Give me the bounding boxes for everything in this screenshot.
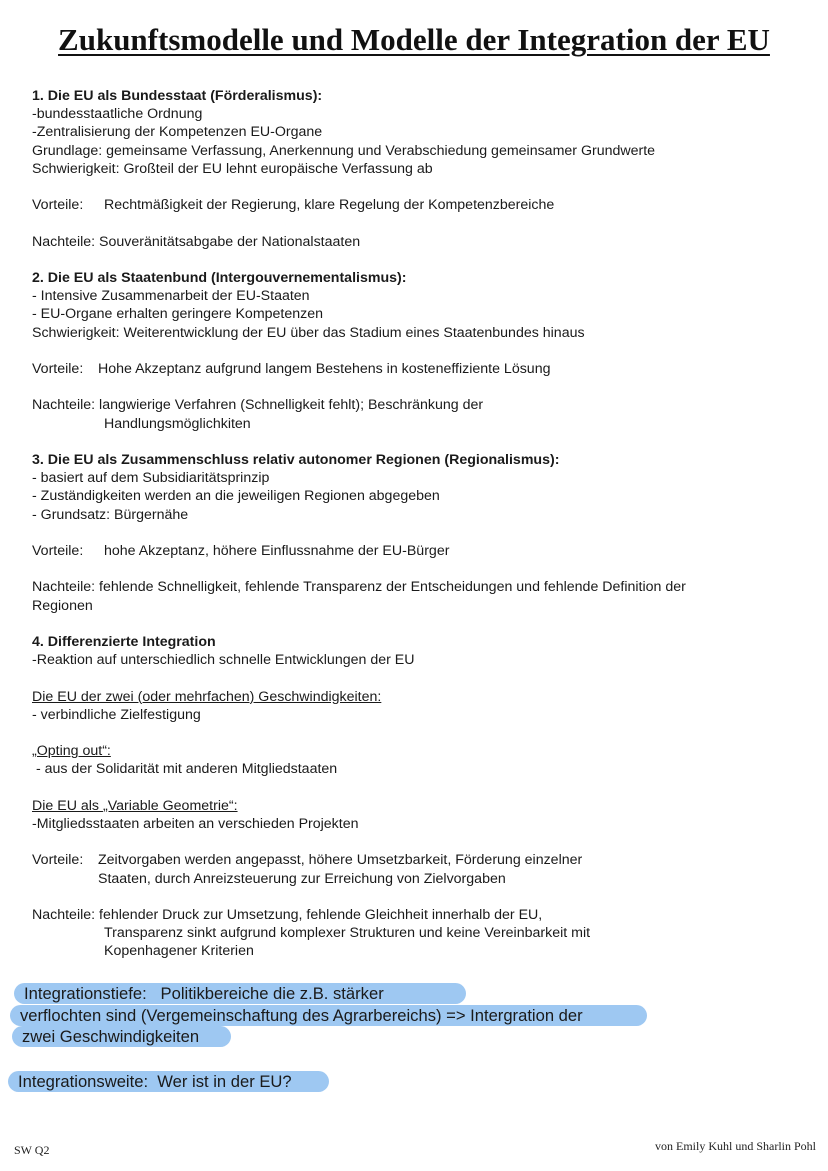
section-3-cons-cont: Regionen xyxy=(32,597,93,614)
highlight-integrationsweite xyxy=(8,1071,329,1092)
section-2-line: - EU-Organe erhalten geringere Kompetenzen xyxy=(32,306,324,323)
section-4-heading: 4. Differenzierte Integration xyxy=(32,633,216,650)
highlight-label: Integrationsweite: xyxy=(18,1072,149,1091)
section-3-heading: 3. Die EU als Zusammenschluss relativ autonomer Regionen (Regionalismus): xyxy=(32,451,560,468)
pros-text: hohe Akzeptanz, höhere Einflussnahme der EU-Bürger xyxy=(104,542,450,559)
section-3-cons xyxy=(32,578,807,596)
subsection-title: Die EU der zwei (oder mehrfachen) Geschwindigkeiten: xyxy=(32,688,382,705)
highlight-integrationstiefe-2: verflochten sind (Vergemeinschaftung des Agrarbereichs) => Intergration der xyxy=(10,1005,647,1026)
section-3-pros xyxy=(32,542,807,560)
section-4-cons-cont: Transparenz sinkt aufgrund komplexer Strukturen und keine Vereinbarkeit mit xyxy=(104,925,591,942)
section-2-line: - Intensive Zusammenarbeit der EU-Staaten xyxy=(32,288,310,305)
subsection-title: „Variable Geometrie“: xyxy=(102,797,238,814)
cons-label: Nachteile: xyxy=(32,906,96,923)
section-4-pros xyxy=(32,851,807,869)
highlight-integrationstiefe-3: zwei Geschwindigkeiten xyxy=(12,1026,231,1047)
cons-text: Souveränitätsabgabe der Nationalstaaten xyxy=(99,233,361,250)
pros-label: Vorteile: xyxy=(32,852,84,869)
highlight-label: Integrationstiefe: xyxy=(24,984,147,1003)
cons-text: langwierige Verfahren (Schnelligkeit fehlt); Beschränkung der xyxy=(99,397,484,414)
cons-text: fehlender Druck zur Umsetzung, fehlende Gleichheit innerhalb der EU, xyxy=(99,906,543,923)
pros-label: Vorteile: xyxy=(32,542,84,559)
section-1-line: -bundesstaatliche Ordnung xyxy=(32,106,203,123)
pros-label: Vorteile: xyxy=(32,360,84,377)
section-2-heading: 2. Die EU als Staatenbund (Intergouvernementalismus): xyxy=(32,269,407,286)
subsection-text: -Mitgliedsstaaten arbeiten an verschieden Projekten xyxy=(32,815,359,832)
document-body xyxy=(32,87,807,961)
section-1-line: -Zentralisierung der Kompetenzen EU-Organe xyxy=(32,124,323,141)
pros-text: Rechtmäßigkeit der Regierung, klare Regelung der Kompetenzbereiche xyxy=(104,197,555,214)
pros-label: Vorteile: xyxy=(32,197,84,214)
cons-label: Nachteile: xyxy=(32,233,96,250)
subsection-title: „Opting out“: xyxy=(32,743,111,760)
footer-authors: von Emily Kuhl und Sharlin Pohl xyxy=(654,1139,816,1153)
section-4-cons-cont: Kopenhagener Kriterien xyxy=(104,943,254,960)
subsection-text: - aus der Solidarität mit anderen Mitgliedstaaten xyxy=(32,761,338,778)
section-4-cons xyxy=(32,906,807,924)
footer-course: SW Q2 xyxy=(14,1143,50,1157)
section-4-line: -Reaktion auf unterschiedlich schnelle Entwicklungen der EU xyxy=(32,652,415,669)
cons-text: fehlende Schnelligkeit, fehlende Transparenz der Entscheidungen und fehlende Definition der xyxy=(99,579,686,596)
subsection-text: - verbindliche Zielfestigung xyxy=(32,706,201,723)
section-3-line: - Zuständigkeiten werden an die jeweiligen Regionen abgegeben xyxy=(32,488,440,505)
section-4-pros-cont: Staaten, durch Anreizsteuerung zur Erreichung von Zielvorgaben xyxy=(98,870,506,887)
section-1-cons xyxy=(32,233,807,251)
cons-label: Nachteile: xyxy=(32,397,96,414)
highlight-text: Wer ist in der EU? xyxy=(157,1072,292,1091)
highlight-integrationstiefe-1 xyxy=(14,983,466,1004)
section-3-line: - Grundsatz: Bürgernähe xyxy=(32,506,189,523)
highlight-text: Politikbereiche die z.B. stärker xyxy=(160,984,384,1003)
page-title: Zukunftsmodelle und Modelle der Integration der EU xyxy=(58,22,770,57)
subsection-title-prefix: Die EU als xyxy=(32,797,103,814)
section-2-cons-cont: Handlungsmöglichkiten xyxy=(104,415,251,432)
section-1-line: Schwierigkeit: Großteil der EU lehnt europäische Verfassung ab xyxy=(32,160,433,177)
subsection-title-row xyxy=(32,797,807,815)
pros-text: Hohe Akzeptanz aufgrund langem Bestehens in kosteneffiziente Lösung xyxy=(98,360,551,377)
section-3-line: - basiert auf dem Subsidiaritätsprinzip xyxy=(32,470,270,487)
section-1-pros xyxy=(32,196,807,214)
cons-label: Nachteile: xyxy=(32,579,96,596)
section-1-line: Grundlage: gemeinsame Verfassung, Anerkennung und Verabschiedung gemeinsamer Grundwerte xyxy=(32,142,656,159)
section-2-pros xyxy=(32,360,807,378)
section-1-heading: 1. Die EU als Bundesstaat (Förderalismus): xyxy=(32,88,323,104)
section-2-cons xyxy=(32,396,807,414)
pros-text: Zeitvorgaben werden angepasst, höhere Umsetzbarkeit, Förderung einzelner xyxy=(98,852,583,869)
section-2-line: Schwierigkeit: Weiterentwicklung der EU über das Stadium eines Staatenbundes hinaus xyxy=(32,324,585,341)
